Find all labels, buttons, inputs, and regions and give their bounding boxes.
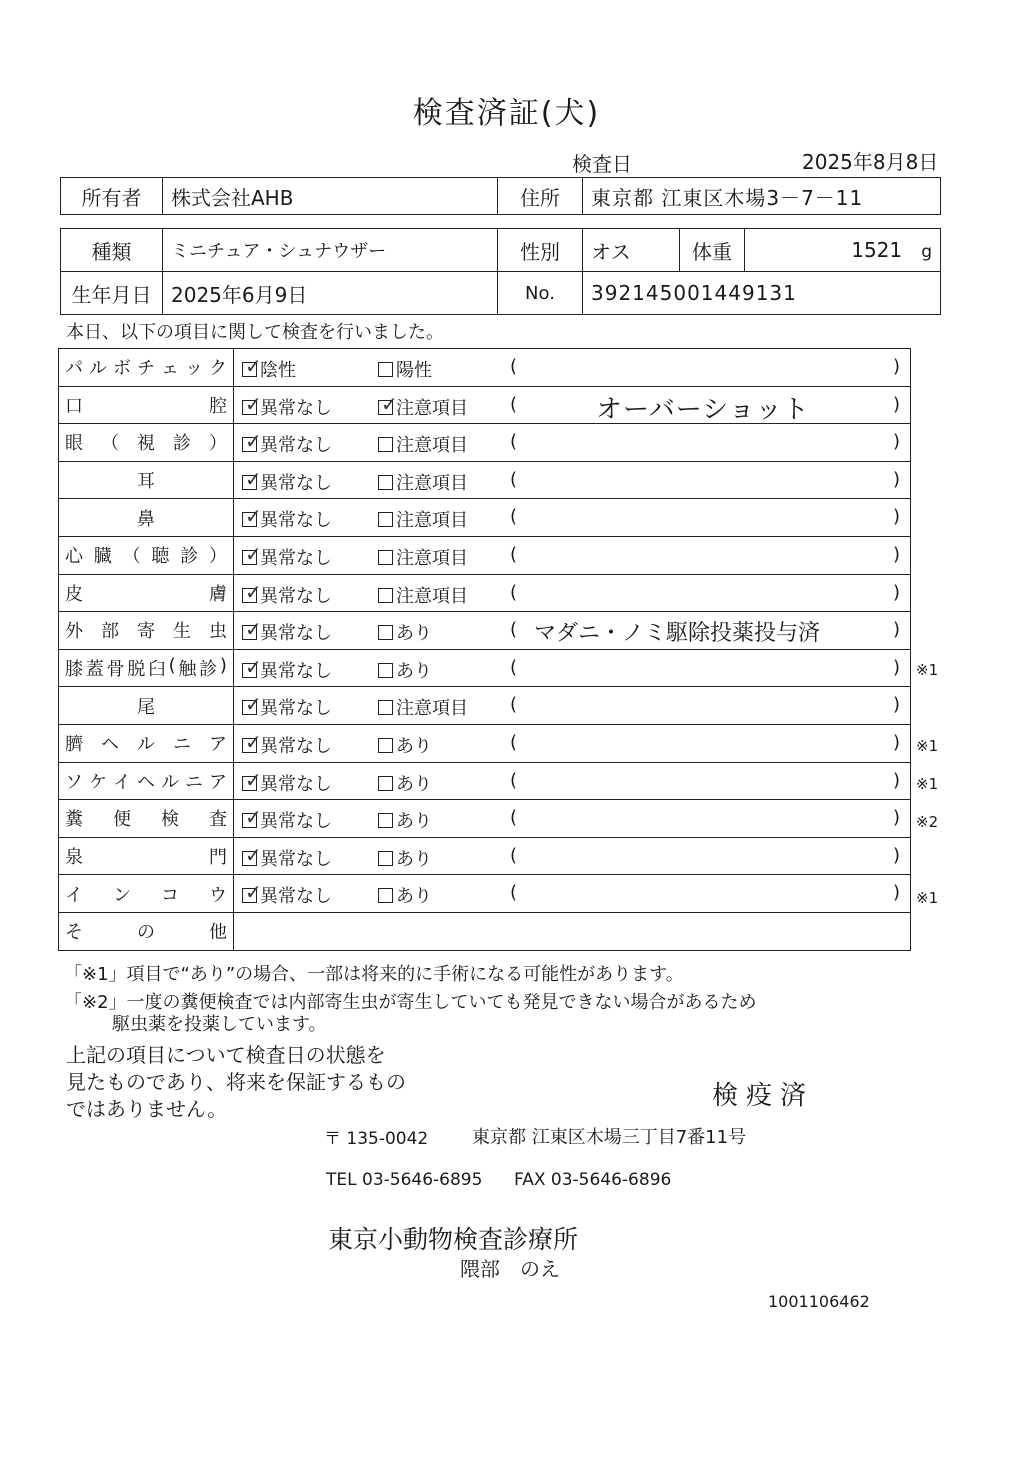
disclaimer-line-1: 上記の項目について検査日の状態を bbox=[66, 1043, 386, 1067]
owner-table bbox=[60, 177, 941, 215]
paren-close: ) bbox=[892, 393, 900, 415]
checklist-item-name bbox=[59, 724, 234, 762]
sex-value: オス bbox=[583, 229, 680, 272]
checklist-row bbox=[59, 724, 911, 762]
item-name-text: 皮 膚 bbox=[65, 583, 227, 605]
option-abnormal-label: 注意項目 bbox=[396, 435, 468, 457]
checklist-row bbox=[59, 386, 911, 424]
checklist-item-name bbox=[59, 574, 234, 612]
checklist-item-name bbox=[59, 461, 234, 499]
item-name-text: 尾 bbox=[137, 696, 155, 718]
checklist-row bbox=[59, 536, 911, 574]
checklist-options bbox=[234, 800, 911, 838]
option-abnormal-label: 注意項目 bbox=[396, 510, 468, 532]
paren-close: ) bbox=[892, 506, 900, 528]
option-normal-label: 異常なし bbox=[260, 660, 332, 682]
dob-label: 生年月日 bbox=[61, 272, 163, 315]
checklist-item-name bbox=[59, 424, 234, 462]
option-abnormal-label: あり bbox=[396, 623, 432, 645]
quarantine-stamp: 検疫済 bbox=[712, 1081, 815, 1111]
checkbox-checked[interactable] bbox=[242, 692, 262, 717]
checklist-item-name bbox=[59, 800, 234, 838]
paren-close: ) bbox=[892, 769, 900, 791]
checklist-row bbox=[59, 875, 911, 913]
checkbox-checked[interactable] bbox=[242, 429, 262, 454]
item-name-text: 臍 ヘ ル ニ ア bbox=[65, 734, 227, 756]
paren-close: ) bbox=[892, 543, 900, 565]
paren-close: ) bbox=[892, 356, 900, 377]
paren-close: ) bbox=[892, 619, 900, 641]
option-abnormal[interactable] bbox=[378, 882, 432, 908]
paren-close: ) bbox=[892, 581, 900, 603]
intro-text: 本日、以下の項目に関して検査を行いました。 bbox=[66, 322, 444, 343]
paren-open: ( bbox=[510, 506, 518, 528]
checkbox[interactable] bbox=[378, 475, 393, 490]
checklist-options bbox=[234, 461, 911, 499]
note-1: 「※1」項目で“あり”の場合、一部は将来的に手術になる可能性があります。 bbox=[64, 964, 684, 985]
checkbox-checked[interactable] bbox=[242, 654, 262, 679]
checklist-options bbox=[234, 574, 911, 612]
checklist-table bbox=[58, 348, 911, 951]
other-value bbox=[234, 912, 911, 950]
option-abnormal-label: 注意項目 bbox=[396, 585, 468, 607]
clinic-name: 東京小動物検査診療所 bbox=[328, 1225, 579, 1254]
option-abnormal-label: 注意項目 bbox=[396, 547, 468, 569]
paren-close: ) bbox=[892, 431, 900, 453]
check-mark-icon: ✓ bbox=[245, 354, 262, 378]
weight-unit: g bbox=[921, 242, 932, 262]
address-label: 住所 bbox=[498, 178, 583, 215]
option-normal[interactable] bbox=[242, 807, 332, 833]
paren-close: ) bbox=[892, 807, 900, 829]
other-label-text: そ の 他 bbox=[65, 922, 227, 944]
option-normal-label: 異常なし bbox=[260, 698, 332, 720]
option-normal[interactable] bbox=[242, 579, 332, 608]
option-normal-label: 異常なし bbox=[260, 848, 332, 870]
checklist-options bbox=[234, 499, 911, 537]
option-abnormal[interactable] bbox=[378, 582, 468, 608]
owner-label: 所有者 bbox=[61, 178, 163, 215]
note-2a: 「※2」一度の糞便検査では内部寄生虫が寄生していても発見できない場合があるため bbox=[64, 992, 757, 1013]
checklist-row bbox=[59, 649, 911, 687]
paren-open: ( bbox=[510, 393, 518, 415]
type-value: ミニチュア・シュナウザー bbox=[163, 229, 498, 272]
checkbox[interactable] bbox=[378, 851, 393, 866]
option-normal[interactable] bbox=[242, 654, 332, 683]
check-mark-icon: ✓ bbox=[245, 429, 262, 454]
vet-name: 隈部 のえ bbox=[460, 1257, 560, 1281]
paren-open: ( bbox=[510, 431, 518, 453]
option-abnormal-label: あり bbox=[396, 735, 432, 757]
option-normal[interactable] bbox=[242, 767, 332, 796]
option-normal-label: 異常なし bbox=[260, 585, 332, 607]
type-label: 種類 bbox=[61, 229, 163, 272]
item-name-text: 耳 bbox=[137, 471, 155, 493]
owner-value: 株式会社AHB bbox=[163, 178, 498, 215]
item-name-text: 鼻 bbox=[137, 508, 155, 530]
no-value: 392145001449131 bbox=[583, 272, 941, 315]
option-abnormal-label: 注意項目 bbox=[396, 472, 468, 494]
option-abnormal-label: あり bbox=[396, 773, 432, 795]
checkbox[interactable] bbox=[378, 362, 393, 377]
checklist-item-name bbox=[59, 612, 234, 650]
option-abnormal[interactable] bbox=[378, 845, 432, 871]
paren-close: ) bbox=[892, 694, 900, 716]
checkbox-checked[interactable] bbox=[242, 842, 262, 867]
option-abnormal[interactable] bbox=[378, 657, 432, 683]
option-normal-label: 異常なし bbox=[260, 397, 332, 419]
footnote-mark: ※1 bbox=[916, 774, 939, 793]
option-abnormal-label: あり bbox=[396, 848, 432, 870]
weight-cell bbox=[745, 229, 941, 272]
option-normal-label: 陰性 bbox=[260, 360, 296, 381]
checklist-item-name bbox=[59, 875, 234, 913]
checkbox-checked[interactable] bbox=[242, 767, 262, 792]
option-abnormal[interactable] bbox=[378, 506, 468, 532]
checklist-row bbox=[59, 574, 911, 612]
check-mark-icon: ✓ bbox=[245, 692, 262, 717]
checkbox[interactable] bbox=[378, 776, 393, 791]
checklist-item-name bbox=[59, 536, 234, 574]
checkbox-checked[interactable] bbox=[242, 354, 262, 378]
checkbox[interactable] bbox=[378, 550, 393, 565]
footnote-mark: ※1 bbox=[916, 737, 939, 755]
option-normal-label: 異常なし bbox=[260, 773, 332, 795]
option-abnormal[interactable] bbox=[378, 469, 468, 495]
option-abnormal[interactable] bbox=[378, 544, 468, 570]
option-normal-label: 異常なし bbox=[260, 623, 332, 645]
checklist-options bbox=[234, 687, 911, 725]
option-abnormal[interactable] bbox=[378, 732, 432, 758]
checklist-item-name bbox=[59, 386, 234, 424]
checklist-options bbox=[234, 724, 911, 762]
checkbox[interactable] bbox=[378, 625, 393, 640]
checkbox[interactable] bbox=[378, 813, 393, 828]
option-normal-label: 異常なし bbox=[260, 811, 332, 833]
paren-close: ) bbox=[892, 844, 900, 866]
checklist-item-name bbox=[59, 687, 234, 725]
paren-close: ) bbox=[892, 731, 900, 753]
checklist-row bbox=[59, 800, 911, 838]
checkbox-checked[interactable] bbox=[242, 805, 262, 830]
checkbox[interactable] bbox=[378, 663, 393, 678]
option-normal-label: 異常なし bbox=[260, 435, 332, 457]
option-normal-label: 異常なし bbox=[260, 547, 332, 569]
checkbox-checked[interactable] bbox=[242, 541, 262, 566]
option-abnormal[interactable] bbox=[378, 431, 468, 457]
checklist-row bbox=[59, 687, 911, 725]
paren-close: ) bbox=[892, 468, 900, 490]
item-name-text: 外 部 寄 生 虫 bbox=[65, 621, 227, 643]
option-abnormal[interactable] bbox=[378, 770, 432, 796]
item-name-text: 糞 便 検 査 bbox=[65, 809, 227, 831]
check-mark-icon: ✓ bbox=[245, 880, 262, 905]
item-name-text: 膝 蓋 骨 脱 臼 ( 触 診 ) bbox=[65, 655, 227, 681]
checkbox[interactable] bbox=[378, 512, 393, 527]
option-normal[interactable] bbox=[242, 356, 296, 382]
option-normal[interactable] bbox=[242, 431, 332, 457]
option-abnormal-label: あり bbox=[396, 660, 432, 682]
option-normal[interactable] bbox=[242, 882, 332, 908]
paren-open: ( bbox=[510, 581, 518, 603]
checklist-row bbox=[59, 349, 911, 387]
checkbox[interactable] bbox=[378, 888, 393, 903]
exam-date-label: 検査日 bbox=[572, 152, 632, 176]
check-mark-icon: ✓ bbox=[245, 805, 262, 830]
disclaimer bbox=[66, 1042, 406, 1123]
page-title: 検査済証(犬) bbox=[412, 96, 601, 131]
checklist-options bbox=[234, 875, 911, 913]
check-mark-icon: ✓ bbox=[245, 541, 262, 566]
paren-open: ( bbox=[510, 468, 518, 490]
sex-label: 性別 bbox=[498, 229, 583, 272]
option-abnormal-label: 注意項目 bbox=[396, 698, 468, 720]
weight-label: 体重 bbox=[680, 229, 745, 272]
check-mark-icon: ✓ bbox=[245, 767, 262, 792]
pet-table bbox=[60, 228, 941, 315]
option-normal-label: 異常なし bbox=[260, 735, 332, 757]
option-normal[interactable] bbox=[242, 506, 332, 532]
checkbox-checked[interactable] bbox=[242, 729, 262, 754]
checklist-row bbox=[59, 612, 911, 650]
checklist-options bbox=[234, 837, 911, 875]
checklist-options bbox=[234, 424, 911, 462]
item-name-text: ソ ケ イ ヘ ル ニ ア bbox=[65, 771, 227, 793]
checklist-options bbox=[234, 612, 911, 650]
postal-code: 〒 135-0042 bbox=[324, 1129, 429, 1149]
checklist-item-name bbox=[59, 499, 234, 537]
checkbox-checked[interactable] bbox=[242, 617, 262, 642]
remark-text: オーバーショット bbox=[596, 394, 810, 425]
other-label bbox=[59, 912, 234, 950]
paren-open: ( bbox=[510, 844, 518, 866]
option-abnormal[interactable] bbox=[378, 356, 432, 382]
checkbox[interactable] bbox=[378, 700, 393, 715]
option-normal-label: 異常なし bbox=[260, 886, 332, 908]
check-mark-icon: ✓ bbox=[245, 391, 262, 416]
option-abnormal-label: 陽性 bbox=[396, 360, 432, 381]
check-mark-icon: ✓ bbox=[245, 579, 262, 604]
checklist-item-name bbox=[59, 762, 234, 800]
option-normal[interactable] bbox=[242, 391, 332, 420]
paren-open: ( bbox=[510, 882, 518, 904]
option-abnormal-label: あり bbox=[396, 886, 432, 908]
check-mark-icon: ✓ bbox=[245, 842, 262, 867]
address-value: 東京都 江東区木場3－7－11 bbox=[583, 178, 941, 215]
exam-date: 2025年8月8日 bbox=[802, 150, 939, 174]
paren-open: ( bbox=[510, 619, 518, 641]
checklist-row bbox=[59, 461, 911, 499]
checkbox-checked[interactable] bbox=[242, 504, 262, 529]
note-2b: 駆虫薬を投薬しています。 bbox=[112, 1014, 327, 1035]
checklist-options bbox=[234, 349, 911, 387]
checklist-row bbox=[59, 837, 911, 875]
checkbox-checked[interactable] bbox=[242, 880, 262, 905]
paren-open: ( bbox=[510, 731, 518, 753]
paren-close: ) bbox=[892, 656, 900, 678]
option-abnormal[interactable] bbox=[378, 807, 432, 833]
check-mark-icon: ✓ bbox=[245, 466, 262, 491]
paren-open: ( bbox=[510, 769, 518, 791]
paren-open: ( bbox=[510, 807, 518, 829]
checklist-options bbox=[234, 536, 911, 574]
footnote-mark: ※2 bbox=[916, 812, 939, 831]
checklist-row bbox=[59, 499, 911, 537]
checklist-options bbox=[234, 386, 911, 424]
checkbox[interactable] bbox=[378, 437, 393, 452]
checkbox-checked[interactable] bbox=[242, 391, 262, 416]
checklist-row bbox=[59, 424, 911, 462]
checklist-options bbox=[234, 649, 911, 687]
checkbox-checked[interactable] bbox=[242, 579, 262, 604]
checklist-row bbox=[59, 762, 911, 800]
telephone: TEL 03-5646-6895 bbox=[326, 1170, 483, 1190]
checkbox[interactable] bbox=[378, 391, 398, 416]
check-mark-icon: ✓ bbox=[245, 504, 262, 529]
paren-close: ) bbox=[892, 882, 900, 904]
paren-open: ( bbox=[510, 356, 518, 377]
option-normal[interactable] bbox=[242, 729, 332, 758]
checklist-item-name bbox=[59, 349, 234, 387]
option-normal[interactable] bbox=[242, 694, 332, 720]
footnote-mark: ※1 bbox=[916, 888, 939, 907]
option-normal-label: 異常なし bbox=[260, 472, 332, 494]
checkbox[interactable] bbox=[378, 738, 393, 753]
footnote-mark: ※1 bbox=[916, 661, 939, 680]
dob-value: 2025年6月9日 bbox=[163, 272, 498, 315]
option-normal[interactable] bbox=[242, 842, 332, 871]
no-label: No. bbox=[498, 272, 583, 315]
option-abnormal-label: 注意項目 bbox=[396, 397, 468, 419]
checkbox-checked[interactable] bbox=[242, 466, 262, 491]
checkbox[interactable] bbox=[378, 588, 393, 603]
checklist-item-name bbox=[59, 649, 234, 687]
option-abnormal[interactable] bbox=[378, 391, 468, 420]
document-number: 1001106462 bbox=[768, 1292, 870, 1311]
checklist-item-name bbox=[59, 837, 234, 875]
option-normal[interactable] bbox=[242, 619, 332, 645]
weight-value: 1521 bbox=[851, 238, 903, 262]
checklist-options bbox=[234, 762, 911, 800]
paren-open: ( bbox=[510, 543, 518, 565]
item-name-text: 眼 （ 視 診 ） bbox=[65, 433, 227, 455]
check-mark-icon: ✓ bbox=[381, 391, 398, 416]
option-abnormal[interactable] bbox=[378, 619, 432, 645]
remark-text: マダニ・ノミ駆除投薬投与済 bbox=[534, 621, 821, 647]
check-mark-icon: ✓ bbox=[245, 654, 262, 679]
item-name-text: イ ン コ ウ bbox=[65, 884, 227, 906]
option-abnormal-label: あり bbox=[396, 811, 432, 833]
disclaimer-line-3: ではありません。 bbox=[66, 1097, 228, 1121]
option-normal-label: 異常なし bbox=[260, 510, 332, 532]
fax: FAX 03-5646-6896 bbox=[514, 1170, 672, 1190]
checklist-row-other bbox=[59, 912, 911, 950]
check-mark-icon: ✓ bbox=[245, 729, 262, 754]
item-name-text: 口 腔 bbox=[65, 395, 227, 417]
item-name-text: パ ル ボ チ ェ ッ ク bbox=[65, 358, 227, 380]
option-normal[interactable] bbox=[242, 466, 332, 495]
option-abnormal[interactable] bbox=[378, 694, 468, 720]
item-name-text: 心 臓 （ 聴 診 ） bbox=[65, 546, 227, 568]
clinic-address: 東京都 江東区木場三丁目7番11号 bbox=[472, 1127, 747, 1148]
paren-open: ( bbox=[510, 694, 518, 716]
paren-open: ( bbox=[510, 656, 518, 678]
item-name-text: 泉 門 bbox=[65, 847, 227, 869]
disclaimer-line-2: 見たものであり、将来を保証するもの bbox=[66, 1070, 406, 1094]
option-normal[interactable] bbox=[242, 541, 332, 570]
check-mark-icon: ✓ bbox=[245, 617, 262, 642]
